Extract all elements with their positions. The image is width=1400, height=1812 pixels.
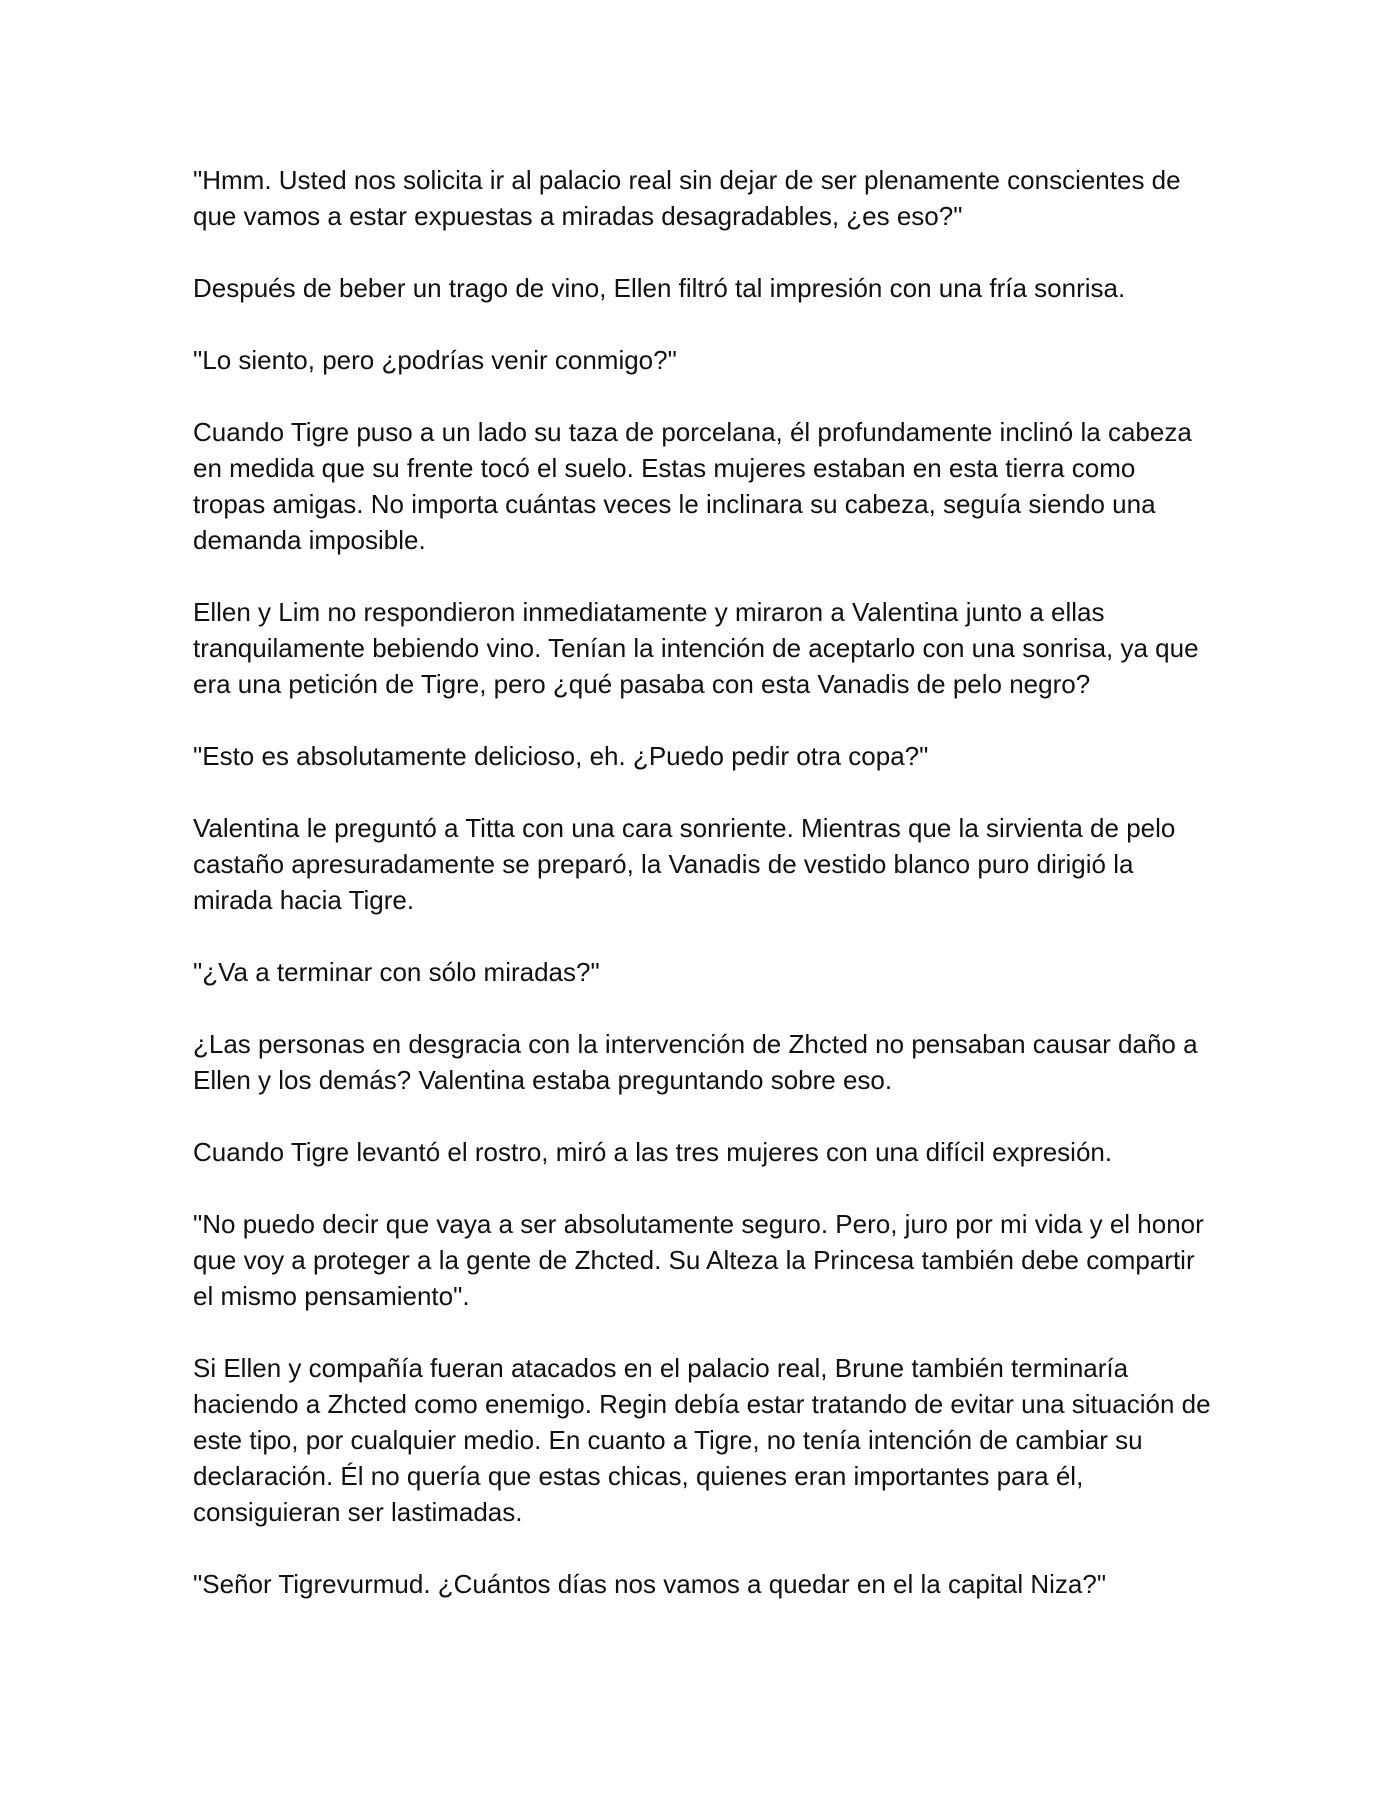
paragraph-3: "Lo siento, pero ¿podrías venir conmigo?" [193,345,677,375]
paragraph-2: Después de beber un trago de vino, Ellen filtró tal impresión con una fría sonrisa. [193,273,1126,303]
paragraph-9: ¿Las personas en desgracia con la intervención de Zhcted no pensaban causar daño a Ellen y los demás? Valentina estaba preguntando sobre eso. [193,1029,1198,1095]
paragraph-12: Si Ellen y compañía fueran atacados en el palacio real, Brune también terminaría haciendo a Zhcted como enemigo. Regin debía estar tratando de evitar una situación de este tipo, por cualquier medio. En cuanto a Tigre, no tenía intención de cambiar su declaración. Él no quería que estas chicas, quienes eran importantes para él, consiguieran ser lastimadas. [193,1353,1211,1527]
paragraph-4: Cuando Tigre puso a un lado su taza de porcelana, él profundamente inclinó la cabeza en medida que su frente tocó el suelo. Estas mujeres estaban en esta tierra como tropas amigas. No importa cuántas veces le inclinara su cabeza, seguía siendo una demanda imposible. [193,417,1192,555]
document-body [193,162,1213,1602]
paragraph-6: "Esto es absolutamente delicioso, eh. ¿Puedo pedir otra copa?" [193,741,929,771]
paragraph-10: Cuando Tigre levantó el rostro, miró a las tres mujeres con una difícil expresión. [193,1137,1113,1167]
paragraph-7: Valentina le preguntó a Titta con una cara sonriente. Mientras que la sirvienta de pelo castaño apresuradamente se preparó, la Vanadis de vestido blanco puro dirigió la mirada hacia Tigre. [193,813,1176,915]
paragraph-11: "No puedo decir que vaya a ser absolutamente seguro. Pero, juro por mi vida y el honor que voy a proteger a la gente de Zhcted. Su Alteza la Princesa también debe compartir el mismo pensamiento". [193,1209,1204,1311]
paragraph-13: "Señor Tigrevurmud. ¿Cuántos días nos vamos a quedar en el la capital Niza?" [193,1569,1107,1599]
paragraph-1: "Hmm. Usted nos solicita ir al palacio real sin dejar de ser plenamente conscientes de que vamos a estar expuestas a miradas desagradables, ¿es eso?" [193,165,1181,231]
paragraph-5: Ellen y Lim no respondieron inmediatamente y miraron a Valentina junto a ellas tranquilamente bebiendo vino. Tenían la intención de aceptarlo con una sonrisa, ya que era una petición de Tigre, pero ¿qué pasaba con esta Vanadis de pelo negro? [193,597,1199,699]
paragraph-8: "¿Va a terminar con sólo miradas?" [193,957,600,987]
